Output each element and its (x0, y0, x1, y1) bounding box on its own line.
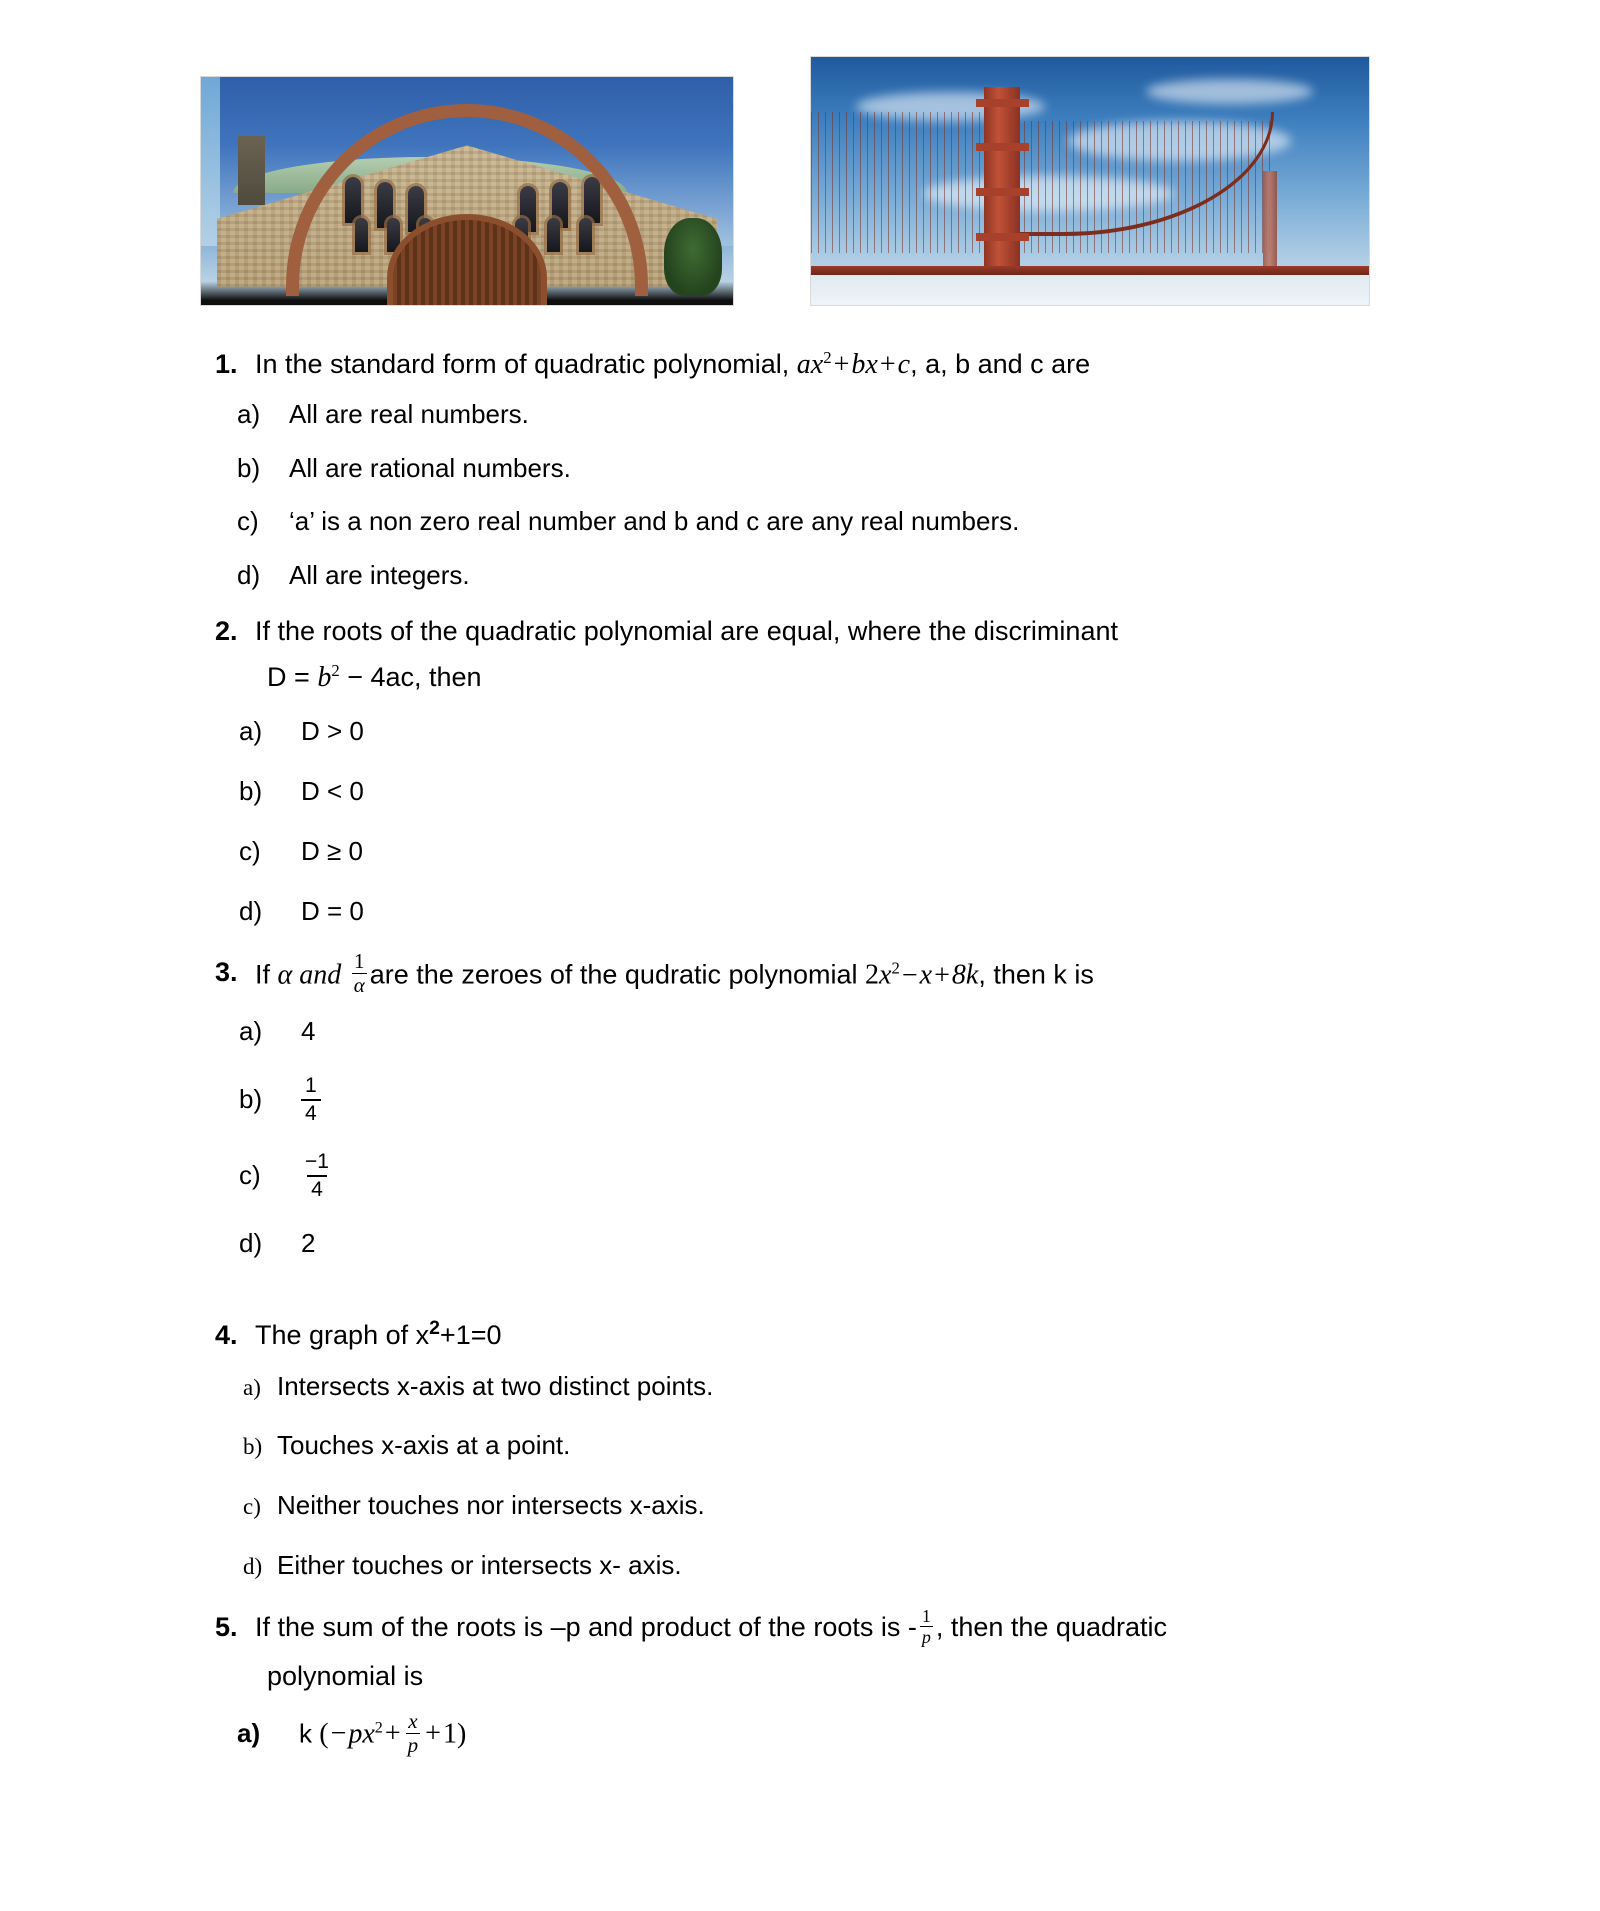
poly-coefficient: 2 (865, 960, 880, 992)
question-list (0, 346, 1600, 1780)
fraction-minus-one-fourth (301, 1151, 333, 1201)
option-1a[interactable] (237, 398, 1400, 432)
math-x: x (810, 349, 824, 380)
fraction-denominator: α (353, 973, 365, 998)
figure-strip (0, 56, 1600, 346)
option-3d[interactable] (239, 1227, 1400, 1261)
fraction-denominator: 4 (301, 1099, 321, 1125)
option-2a[interactable] (239, 715, 1400, 749)
question-4-exponent: 2 (429, 1317, 440, 1340)
question-5-options (237, 1708, 1400, 1758)
math-exponent: 2 (823, 348, 832, 367)
question-1-stem-pre: In the standard form of quadratic polynomial, (255, 349, 797, 379)
math-b: b (317, 662, 332, 694)
option-4a-label: a) (243, 1374, 261, 1400)
fraction-one-fourth (301, 1075, 321, 1125)
question-3-text (255, 949, 1400, 999)
option-5a[interactable] (237, 1708, 1400, 1758)
parabolic-arch-building-photo (200, 76, 734, 306)
option-4d-label: d) (243, 1554, 263, 1580)
question-3-stem-post: , then k is (978, 960, 1094, 991)
question-2-number: 2. (215, 615, 238, 646)
option-4c-label: c) (243, 1494, 261, 1520)
question-5-number: 5. (215, 1611, 238, 1642)
option-3a-text: 4 (301, 1016, 316, 1047)
question-2 (215, 613, 1400, 928)
option-1b-label: b) (237, 452, 261, 483)
bush (664, 218, 723, 296)
question-3-number: 3. (215, 957, 238, 988)
question-5-stem-post: , then the quadratic (935, 1611, 1168, 1642)
option-1d-text: All are integers. (289, 560, 470, 591)
option-3b-label: b) (239, 1084, 263, 1115)
option-3b[interactable] (239, 1075, 1400, 1125)
question-5 (215, 1606, 1400, 1758)
option-1c-label: c) (237, 506, 259, 537)
option-4a[interactable] (243, 1370, 1400, 1404)
bridge-deck (811, 266, 1369, 275)
option-2c-text: D ≥ 0 (301, 835, 363, 866)
question-5-continuation: polynomial is (267, 1661, 424, 1692)
question-1-number: 1. (215, 349, 238, 379)
option-4b-label: b) (243, 1434, 263, 1460)
far-tower (1263, 171, 1278, 275)
option-4b-text: Touches x-axis at a point. (277, 1430, 571, 1461)
option-2c[interactable] (239, 835, 1400, 869)
fraction-numerator: −1 (305, 1150, 329, 1174)
question-5-stem-pre: If the sum of the roots is –p and product of the roots is - (255, 1611, 917, 1642)
question-1-stem-post: , a, b and c are (910, 349, 1091, 379)
question-3-stem-pre: If (255, 960, 278, 991)
question-2-options (239, 715, 1400, 928)
equals-sign: = (294, 662, 310, 693)
question-4-stem-post: +1=0 (439, 1320, 502, 1351)
expr-plus-1: + (384, 1718, 401, 1749)
question-4-options (243, 1370, 1400, 1583)
question-3-stem (215, 949, 1400, 999)
question-4 (215, 1317, 1400, 1583)
tower-crossbeam (976, 143, 1029, 151)
option-3a-label: a) (239, 1016, 263, 1047)
expr-p: p (348, 1718, 363, 1749)
expr-k: k (299, 1718, 312, 1748)
question-3 (215, 949, 1400, 1261)
math-a: a (796, 349, 811, 380)
fraction-one-over-p (920, 1607, 933, 1646)
option-3c-label: c) (239, 1160, 261, 1191)
fraction-numerator: 1 (354, 949, 365, 974)
option-1b[interactable] (237, 452, 1400, 486)
main-tower (984, 87, 1020, 275)
question-3-options (239, 1015, 1400, 1261)
option-2d[interactable] (239, 895, 1400, 929)
question-1 (215, 346, 1400, 593)
question-2-continuation (267, 659, 1400, 697)
option-4c-text: Neither touches nor intersects x-axis. (277, 1490, 705, 1521)
expr-open-paren: ( (319, 1718, 329, 1749)
option-4b[interactable] (243, 1429, 1400, 1463)
option-4a-text: Intersects x-axis at two distinct points. (277, 1370, 714, 1401)
poly-x2: x (919, 960, 933, 992)
option-1c-text: ‘a’ is a non zero real number and b and c are any real numbers. (289, 506, 1020, 537)
suspension-bridge-photo (810, 56, 1370, 306)
fraction-one-over-alpha (352, 951, 367, 996)
expr-minus: − (330, 1718, 347, 1749)
math-c: c (897, 349, 911, 380)
option-1d-label: d) (237, 560, 261, 591)
question-4-number: 4. (215, 1320, 238, 1351)
option-4d-text: Either touches or intersects x- axis. (277, 1550, 682, 1581)
option-3d-label: d) (239, 1228, 263, 1259)
fraction-numerator: 1 (921, 1606, 931, 1627)
expr-close-paren: ) (456, 1718, 467, 1749)
poly-minus: − (901, 960, 918, 992)
option-2b-text: D < 0 (301, 776, 364, 807)
option-3d-text: 2 (301, 1228, 316, 1259)
expr-one: 1 (442, 1718, 457, 1749)
suspender-cables-left (811, 112, 1001, 253)
option-3a[interactable] (239, 1015, 1400, 1049)
option-2c-label: c) (239, 835, 261, 866)
fraction-denominator: 4 (307, 1175, 327, 1201)
option-4c[interactable] (243, 1489, 1400, 1523)
expr-x: x (362, 1718, 375, 1749)
question-3-stem-mid: are the zeroes of the qudratic polynomial (369, 960, 866, 991)
option-2b[interactable] (239, 775, 1400, 809)
question-5-stem (215, 1606, 1400, 1648)
chimney (238, 136, 265, 204)
question-1-options (237, 398, 1400, 593)
question-1-stem (215, 346, 1400, 384)
expr-plus-2: + (425, 1718, 441, 1749)
question-2-stem (215, 613, 1400, 649)
option-3b-value (301, 1075, 1400, 1125)
option-3c[interactable] (239, 1151, 1400, 1201)
water (811, 275, 1369, 305)
alpha-and: α and (277, 960, 342, 992)
option-2d-text: D = 0 (301, 895, 364, 926)
option-1a-text: All are real numbers. (289, 398, 529, 429)
fraction-denominator: p (407, 1732, 419, 1757)
cloud (1146, 79, 1313, 104)
option-2a-label: a) (239, 716, 263, 747)
math-b: b (851, 349, 866, 380)
discriminant-rest: − 4ac, then (347, 662, 482, 693)
expr-exponent: 2 (374, 1719, 383, 1737)
fraction-numerator: x (408, 1708, 418, 1733)
tower-crossbeam (976, 233, 1029, 241)
fraction-x-over-p (406, 1708, 421, 1757)
option-5a-expression (299, 1708, 1400, 1758)
poly-8k: 8k (951, 960, 979, 992)
question-2-text: If the roots of the quadratic polynomial are equal, where the discriminant (255, 615, 1118, 646)
option-1a-label: a) (237, 398, 261, 429)
option-3c-value (301, 1151, 1400, 1201)
option-2a-text: D > 0 (301, 716, 364, 747)
option-1c[interactable] (237, 505, 1400, 539)
option-5a-label: a) (237, 1718, 261, 1748)
poly-exponent: 2 (891, 959, 900, 979)
option-2b-label: b) (239, 776, 263, 807)
question-4-stem-pre: The graph of x (255, 1320, 430, 1351)
math-plus-2: + (879, 349, 896, 380)
question-4-stem (215, 1317, 1400, 1353)
math-exponent: 2 (331, 661, 340, 681)
poly-plus: + (934, 960, 950, 992)
option-4d[interactable] (243, 1549, 1400, 1583)
fraction-numerator: 1 (305, 1074, 317, 1098)
option-1b-text: All are rational numbers. (289, 452, 571, 483)
option-2d-label: d) (239, 895, 263, 926)
option-1d[interactable] (237, 559, 1400, 593)
math-x2: x (865, 349, 878, 380)
discriminant-D: D (267, 662, 287, 693)
fraction-denominator: p (921, 1627, 931, 1648)
math-plus: + (833, 349, 850, 380)
question-4-text (255, 1317, 1400, 1353)
tower-crossbeam (976, 188, 1029, 196)
question-5-text (255, 1606, 1400, 1648)
tower-crossbeam (976, 99, 1029, 107)
question-1-text (255, 346, 1400, 384)
poly-x: x (879, 960, 892, 992)
